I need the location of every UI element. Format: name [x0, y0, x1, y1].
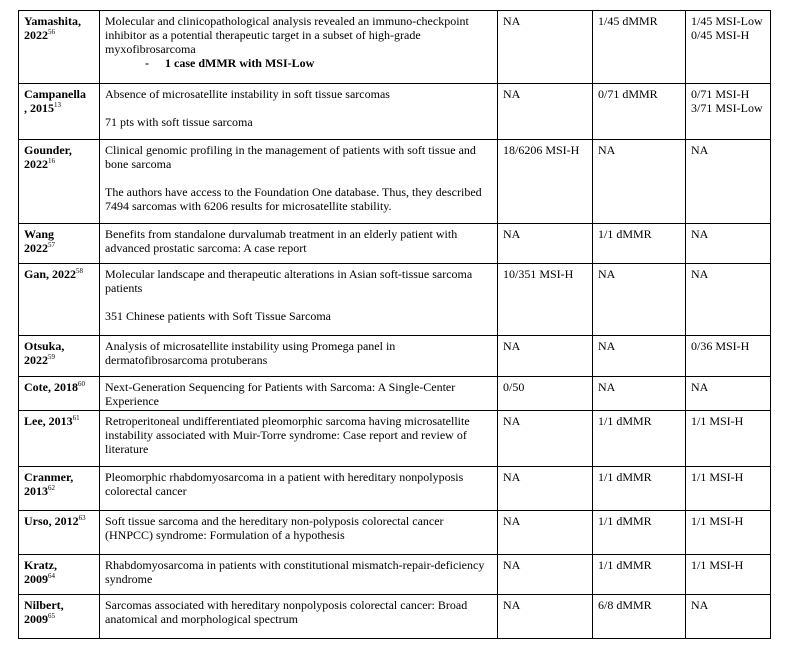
msi-count-cell: NA	[498, 84, 593, 140]
study-table	[18, 10, 771, 639]
reference-number: 60	[78, 380, 85, 388]
msi-result-cell	[686, 140, 771, 224]
msi-result-line: NA	[691, 143, 709, 157]
study-cell	[19, 84, 100, 140]
msi-count-cell: NA	[498, 467, 593, 511]
reference-number: 16	[48, 157, 55, 165]
msi-result-line: 1/45 MSI-Low	[691, 14, 763, 28]
dmmr-cell: 1/1 dMMR	[593, 224, 686, 264]
msi-result-line: NA	[691, 227, 709, 241]
description-cell	[100, 467, 498, 511]
reference-number: 58	[76, 267, 84, 275]
msi-result-line: 1/1 MSI-H	[691, 514, 744, 528]
msi-result-line: NA	[691, 267, 709, 281]
msi-result-line: NA	[691, 598, 709, 612]
bullet-text: 1 case dMMR with MSI-Low	[165, 56, 315, 70]
description-cell	[100, 140, 498, 224]
msi-result-cell	[686, 467, 771, 511]
study-author: Lee, 2013	[24, 414, 73, 428]
msi-count-cell: 18/6206 MSI-H	[498, 140, 593, 224]
dmmr-cell: 6/8 dMMR	[593, 595, 686, 639]
msi-result-line: 0/36 MSI-H	[691, 339, 750, 353]
reference-number: 64	[48, 572, 55, 580]
dmmr-cell: NA	[593, 264, 686, 336]
table-row	[19, 411, 771, 467]
description-cell	[100, 595, 498, 639]
dmmr-cell: 0/71 dMMR	[593, 84, 686, 140]
msi-result-cell	[686, 224, 771, 264]
study-cell	[19, 224, 100, 264]
study-author: Kratz,	[24, 558, 57, 572]
study-note: 351 Chinese patients with Soft Tissue Sarcoma	[105, 309, 331, 323]
table-row	[19, 336, 771, 377]
msi-count-cell: NA	[498, 224, 593, 264]
study-cell	[19, 264, 100, 336]
study-cell	[19, 595, 100, 639]
msi-count-cell: NA	[498, 555, 593, 595]
dmmr-cell: 1/45 dMMR	[593, 11, 686, 84]
study-author: Gounder,	[24, 143, 72, 157]
study-cell	[19, 467, 100, 511]
msi-result-cell	[686, 555, 771, 595]
study-cell	[19, 11, 100, 84]
description-cell	[100, 84, 498, 140]
msi-count-cell: NA	[498, 511, 593, 555]
msi-result-cell	[686, 11, 771, 84]
reference-number: 61	[72, 414, 80, 422]
reference-number: 56	[48, 28, 55, 36]
reference-number: 57	[48, 241, 55, 249]
description-cell	[100, 224, 498, 264]
study-year: 2013	[24, 484, 48, 498]
study-year: 2009	[24, 572, 48, 586]
study-title: Analysis of microsatellite instability using Promega panel in dermatofibrosarcoma protuberans	[105, 339, 396, 367]
study-title: Soft tissue sarcoma and the hereditary non-polyposis colorectal cancer (HNPCC) syndrome: Formulation of a hypothesis	[105, 514, 444, 542]
msi-result-cell	[686, 595, 771, 639]
description-cell	[100, 411, 498, 467]
msi-result-cell	[686, 264, 771, 336]
study-author: Gan, 2022	[24, 267, 77, 281]
study-author: Otsuka,	[24, 339, 65, 353]
table-row	[19, 11, 771, 84]
study-author: Cranmer,	[24, 470, 74, 484]
bullet-dash-icon: -	[145, 56, 149, 70]
study-cell	[19, 377, 100, 411]
msi-result-line: 0/71 MSI-H	[691, 87, 750, 101]
description-cell	[100, 377, 498, 411]
study-cell	[19, 411, 100, 467]
study-title: Clinical genomic profiling in the management of patients with soft tissue and bone sarcoma	[105, 143, 476, 171]
table-row	[19, 224, 771, 264]
study-author: Nilbert,	[24, 598, 64, 612]
study-title: Molecular and clinicopathological analysis revealed an immuno-checkpoint inhibitor as a potential therapeutic target in a subset of high-grade myxofibrosarcoma	[105, 14, 469, 56]
msi-result-cell	[686, 84, 771, 140]
msi-result-line: 1/1 MSI-H	[691, 558, 744, 572]
dmmr-cell: 1/1 dMMR	[593, 555, 686, 595]
table-row	[19, 555, 771, 595]
description-cell	[100, 555, 498, 595]
msi-count-cell: NA	[498, 411, 593, 467]
table-row	[19, 511, 771, 555]
study-author: Urso, 2012	[24, 514, 79, 528]
reference-number: 59	[48, 353, 55, 361]
reference-number: 62	[48, 484, 55, 492]
reference-number: 63	[78, 514, 86, 522]
study-author: Wang	[24, 227, 55, 241]
table-row	[19, 140, 771, 224]
study-cell	[19, 140, 100, 224]
msi-result-cell	[686, 377, 771, 411]
table-row	[19, 377, 771, 411]
msi-count-cell: 10/351 MSI-H	[498, 264, 593, 336]
table-row	[19, 264, 771, 336]
dmmr-cell: 1/1 dMMR	[593, 467, 686, 511]
study-author: Cote, 2018	[24, 380, 78, 394]
study-title: Absence of microsatellite instability in soft tissue sarcomas	[105, 87, 390, 101]
reference-number: 13	[54, 101, 61, 109]
study-title: Rhabdomyosarcoma in patients with constitutional mismatch-repair-deficiency syndrome	[105, 558, 485, 586]
study-title: Sarcomas associated with hereditary nonpolyposis colorectal cancer: Broad anatomical and morphological spectrum	[105, 598, 468, 626]
description-cell	[100, 336, 498, 377]
study-title: Molecular landscape and therapeutic alterations in Asian soft-tissue sarcoma patients	[105, 267, 473, 295]
study-year: 2022	[24, 28, 48, 42]
dmmr-cell: 1/1 dMMR	[593, 411, 686, 467]
description-cell	[100, 511, 498, 555]
study-title: Retroperitoneal undifferentiated pleomorphic sarcoma having microsatellite instability associated with Muir-Torre syndrome: Case report and review of literature	[105, 414, 470, 456]
msi-result-line: 1/1 MSI-H	[691, 470, 744, 484]
msi-count-cell: NA	[498, 11, 593, 84]
msi-result-line: 3/71 MSI-Low	[691, 101, 763, 115]
dmmr-cell: NA	[593, 377, 686, 411]
study-cell	[19, 555, 100, 595]
study-title: Pleomorphic rhabdomyosarcoma in a patient with hereditary nonpolyposis colorectal cancer	[105, 470, 464, 498]
study-year: 2009	[24, 612, 48, 626]
study-note: The authors have access to the Foundation One database. Thus, they described 7494 sarcomas with 6206 results for microsatellite stability.	[105, 185, 482, 213]
msi-result-cell	[686, 511, 771, 555]
msi-count-cell: NA	[498, 595, 593, 639]
msi-result-line: 0/45 MSI-H	[691, 28, 750, 42]
msi-result-line: 1/1 MSI-H	[691, 414, 744, 428]
study-title: Next-Generation Sequencing for Patients with Sarcoma: A Single-Center Experience	[105, 380, 456, 408]
table-row	[19, 467, 771, 511]
study-cell	[19, 336, 100, 377]
study-author: Campanella	[24, 87, 87, 101]
dmmr-cell: NA	[593, 140, 686, 224]
reference-number: 65	[48, 612, 55, 620]
msi-result-cell	[686, 411, 771, 467]
table-row	[19, 84, 771, 140]
description-cell	[100, 11, 498, 84]
study-year: 2022	[24, 353, 48, 367]
study-note: 71 pts with soft tissue sarcoma	[105, 115, 253, 129]
dmmr-cell: NA	[593, 336, 686, 377]
study-year: 2022	[24, 157, 48, 171]
study-author: Yamashita,	[24, 14, 82, 28]
msi-result-cell	[686, 336, 771, 377]
study-year: 2022	[24, 241, 48, 255]
study-title: Benefits from standalone durvalumab treatment in an elderly patient with advanced prostatic sarcoma: A case report	[105, 227, 458, 255]
study-year: , 2015	[24, 101, 54, 115]
study-cell	[19, 511, 100, 555]
description-cell	[100, 264, 498, 336]
bullet-item	[105, 56, 492, 70]
dmmr-cell: 1/1 dMMR	[593, 511, 686, 555]
msi-count-cell: 0/50	[498, 377, 593, 411]
table-row	[19, 595, 771, 639]
msi-result-line: NA	[691, 380, 709, 394]
msi-count-cell: NA	[498, 336, 593, 377]
